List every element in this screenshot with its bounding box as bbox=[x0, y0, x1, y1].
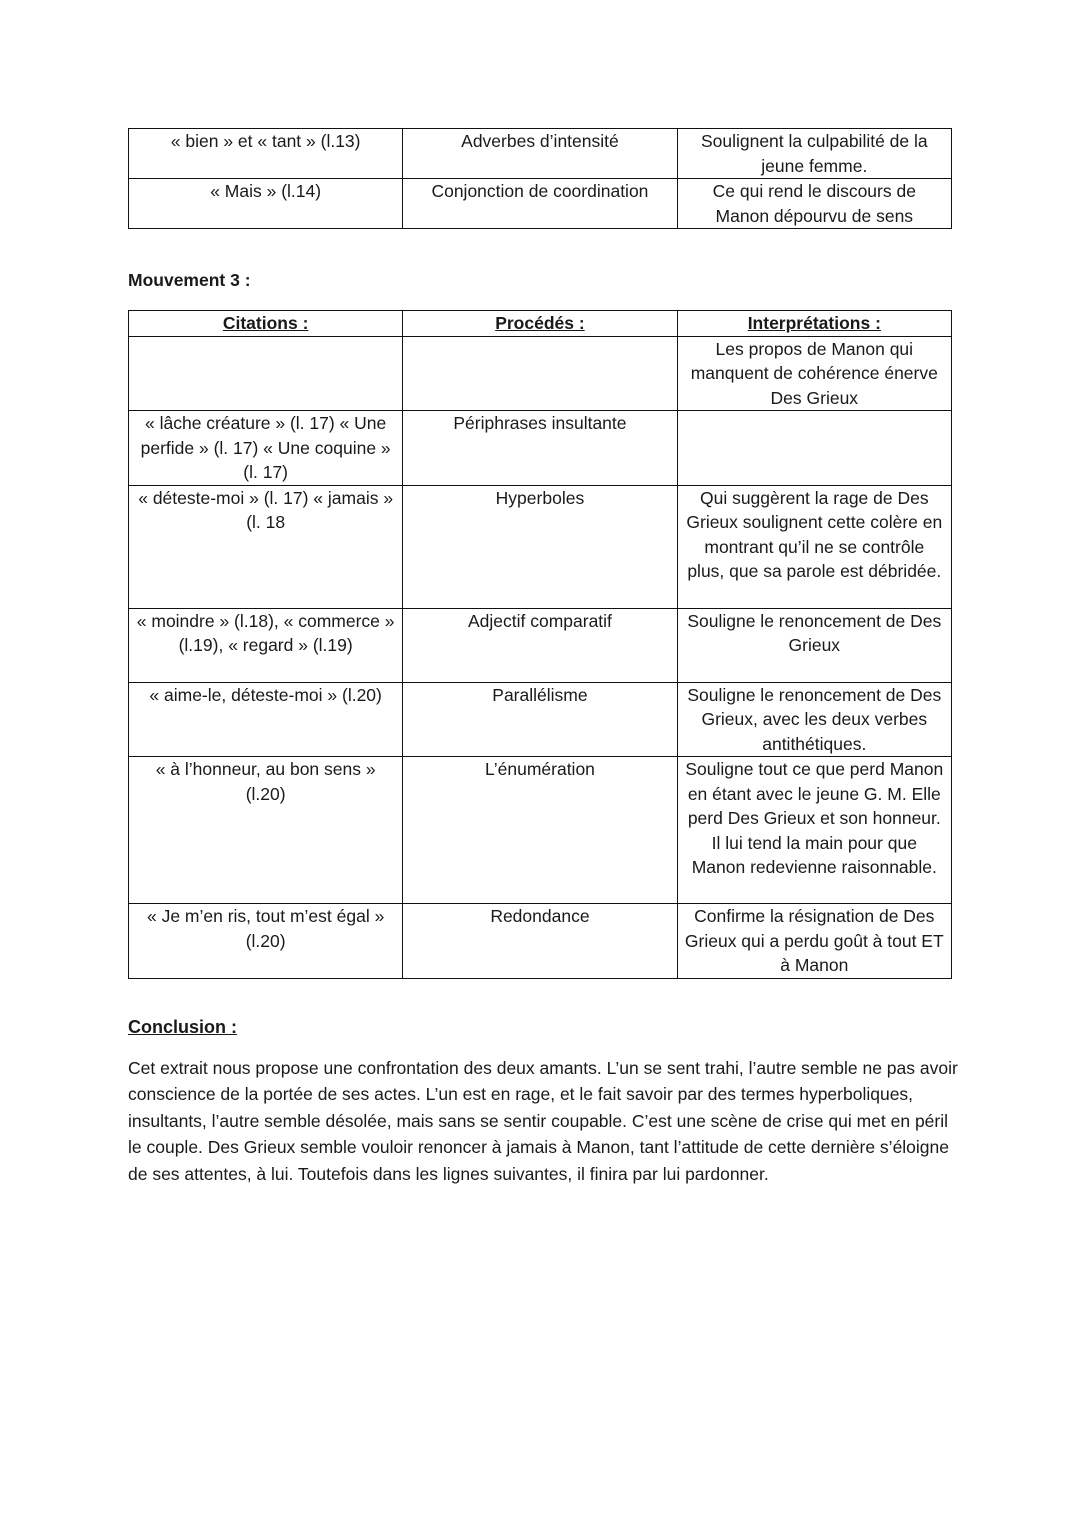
column-header-citations: Citations : bbox=[129, 311, 403, 337]
table-row bbox=[129, 608, 952, 682]
interpretation-cell: Les propos de Manon qui manquent de cohérence énerve Des Grieux bbox=[677, 336, 951, 411]
interpretation-cell: Soulignent la culpabilité de la jeune femme. bbox=[677, 129, 951, 179]
procede-cell bbox=[403, 336, 677, 411]
table-row bbox=[129, 179, 952, 229]
table-header-row bbox=[129, 311, 952, 337]
table-row bbox=[129, 411, 952, 486]
citation-cell bbox=[129, 336, 403, 411]
section-heading-mouvement-3: Mouvement 3 : bbox=[128, 270, 251, 290]
interpretation-cell: Ce qui rend le discours de Manon dépourvu de sens bbox=[677, 179, 951, 229]
table-row bbox=[129, 757, 952, 904]
analysis-table-continued bbox=[128, 128, 952, 229]
procede-cell: L’énumération bbox=[403, 757, 677, 904]
procede-cell: Adverbes d’intensité bbox=[403, 129, 677, 179]
procede-cell: Redondance bbox=[403, 904, 677, 979]
analysis-table-mouvement-3 bbox=[128, 310, 952, 979]
table-row bbox=[129, 904, 952, 979]
citation-cell: « à l’honneur, au bon sens » (l.20) bbox=[129, 757, 403, 904]
citation-cell: « Je m’en ris, tout m’est égal » (l.20) bbox=[129, 904, 403, 979]
citation-cell: « Mais » (l.14) bbox=[129, 179, 403, 229]
table-row bbox=[129, 129, 952, 179]
procede-cell: Adjectif comparatif bbox=[403, 608, 677, 682]
procede-cell: Parallélisme bbox=[403, 682, 677, 757]
interpretation-cell bbox=[677, 411, 951, 486]
citation-cell: « déteste-moi » (l. 17) « jamais » (l. 18 bbox=[129, 485, 403, 608]
column-header-procedes: Procédés : bbox=[403, 311, 677, 337]
procede-cell: Hyperboles bbox=[403, 485, 677, 608]
interpretation-cell: Qui suggèrent la rage de Des Grieux soulignent cette colère en montrant qu’il ne se contrôle plus, que sa parole est débridée. bbox=[677, 485, 951, 608]
procede-cell: Périphrases insultante bbox=[403, 411, 677, 486]
citation-cell: « moindre » (l.18), « commerce » (l.19), « regard » (l.19) bbox=[129, 608, 403, 682]
citation-cell: « aime-le, déteste-moi » (l.20) bbox=[129, 682, 403, 757]
interpretation-cell: Souligne le renoncement de Des Grieux bbox=[677, 608, 951, 682]
interpretation-cell: Souligne le renoncement de Des Grieux, avec les deux verbes antithétiques. bbox=[677, 682, 951, 757]
procede-cell: Conjonction de coordination bbox=[403, 179, 677, 229]
table-row bbox=[129, 682, 952, 757]
conclusion-title: Conclusion : bbox=[128, 1017, 237, 1037]
citation-cell: « lâche créature » (l. 17) « Une perfide » (l. 17) « Une coquine » (l. 17) bbox=[129, 411, 403, 486]
citation-cell: « bien » et « tant » (l.13) bbox=[129, 129, 403, 179]
column-header-interpretations: Interprétations : bbox=[677, 311, 951, 337]
table-row bbox=[129, 485, 952, 608]
interpretation-cell: Souligne tout ce que perd Manon en étant avec le jeune G. M. Elle perd Des Grieux et son honneur. Il lui tend la main pour que Manon redevienne raisonnable. bbox=[677, 757, 951, 904]
conclusion-paragraph: Cet extrait nous propose une confrontation des deux amants. L’un se sent trahi, l’autre semble ne pas avoir conscience de la portée de ses actes. L’un est en rage, et le fait savoir par des termes hyperboliques, insultants, l’autre semble désolée, mais sans se sentir coupable. C’est une scène de crise qui met en péril le couple. Des Grieux semble vouloir renoncer à jamais à Manon, tant l’attitude de cette dernière s’éloigne de ses attentes, à lui. Toutefois dans les lignes suivantes, il finira par lui pardonner. bbox=[128, 1058, 958, 1184]
table-row bbox=[129, 336, 952, 411]
interpretation-cell: Confirme la résignation de Des Grieux qui a perdu goût à tout ET à Manon bbox=[677, 904, 951, 979]
